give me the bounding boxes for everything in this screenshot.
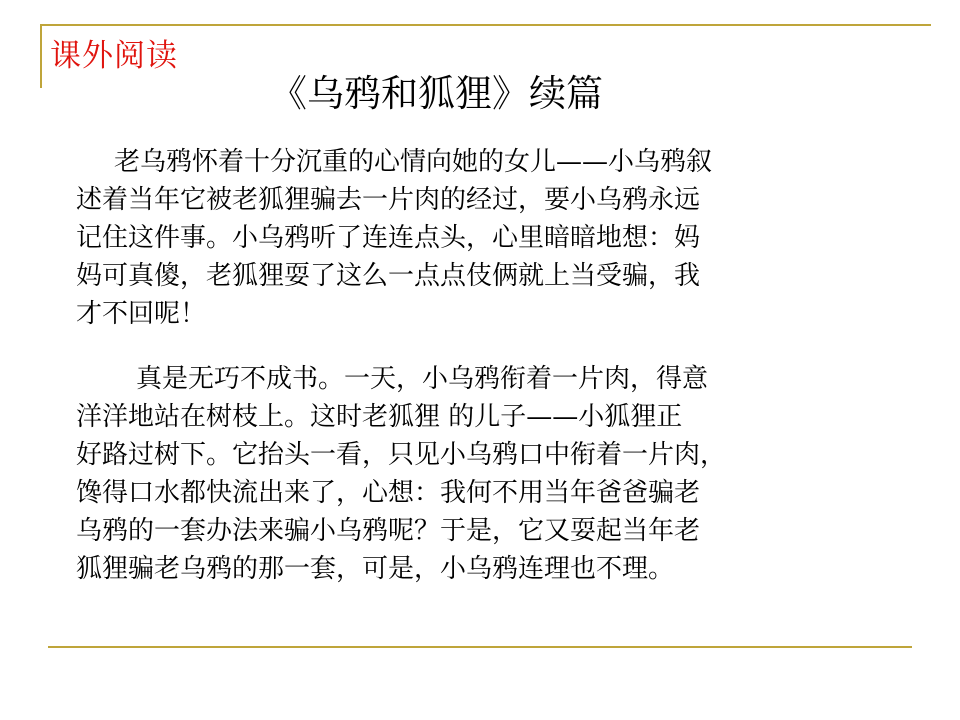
paragraph-line: 记住这件事。小乌鸦听了连连点头，心里暗暗地想：妈 [76, 223, 701, 253]
paragraph-line: 乌鸦的一套办法来骗小乌鸦呢？于是，它又耍起当年老 [76, 516, 701, 546]
page-title: 《乌鸦和狐狸》续篇 [270, 72, 603, 115]
paragraph-line: 妈可真傻，老狐狸耍了这么一点点伎俩就上当受骗，我 [76, 261, 701, 291]
paragraph-2 [76, 360, 726, 588]
paragraph-line: 老乌鸦怀着十分沉重的心情向她的女儿——小乌鸦叙 [114, 147, 713, 177]
paragraph-line: 才不回呢！ [76, 299, 207, 329]
left-rule [40, 24, 42, 88]
paragraph-line: 好路过树下。它抬头一看，只见小乌鸦口中衔着一片肉， [76, 440, 727, 470]
paragraph-1 [76, 143, 712, 333]
bottom-rule [48, 646, 912, 648]
paragraph-line: 狐狸骗老乌鸦的那一套，可是，小乌鸦连理也不理。 [76, 554, 675, 584]
paragraph-line: 真是无巧不成书。一天，小乌鸦衔着一片肉，得意 [136, 364, 709, 394]
paragraph-line: 馋得口水都快流出来了，心想：我何不用当年爸爸骗老 [76, 478, 701, 508]
top-rule [40, 24, 931, 26]
section-label: 课外阅读 [50, 38, 178, 74]
paragraph-line: 述着当年它被老狐狸骗去一片肉的经过，要小乌鸦永远 [76, 185, 701, 215]
paragraph-line: 洋洋地站在树枝上。这时老狐狸 的儿子——小狐狸正 [76, 402, 683, 432]
